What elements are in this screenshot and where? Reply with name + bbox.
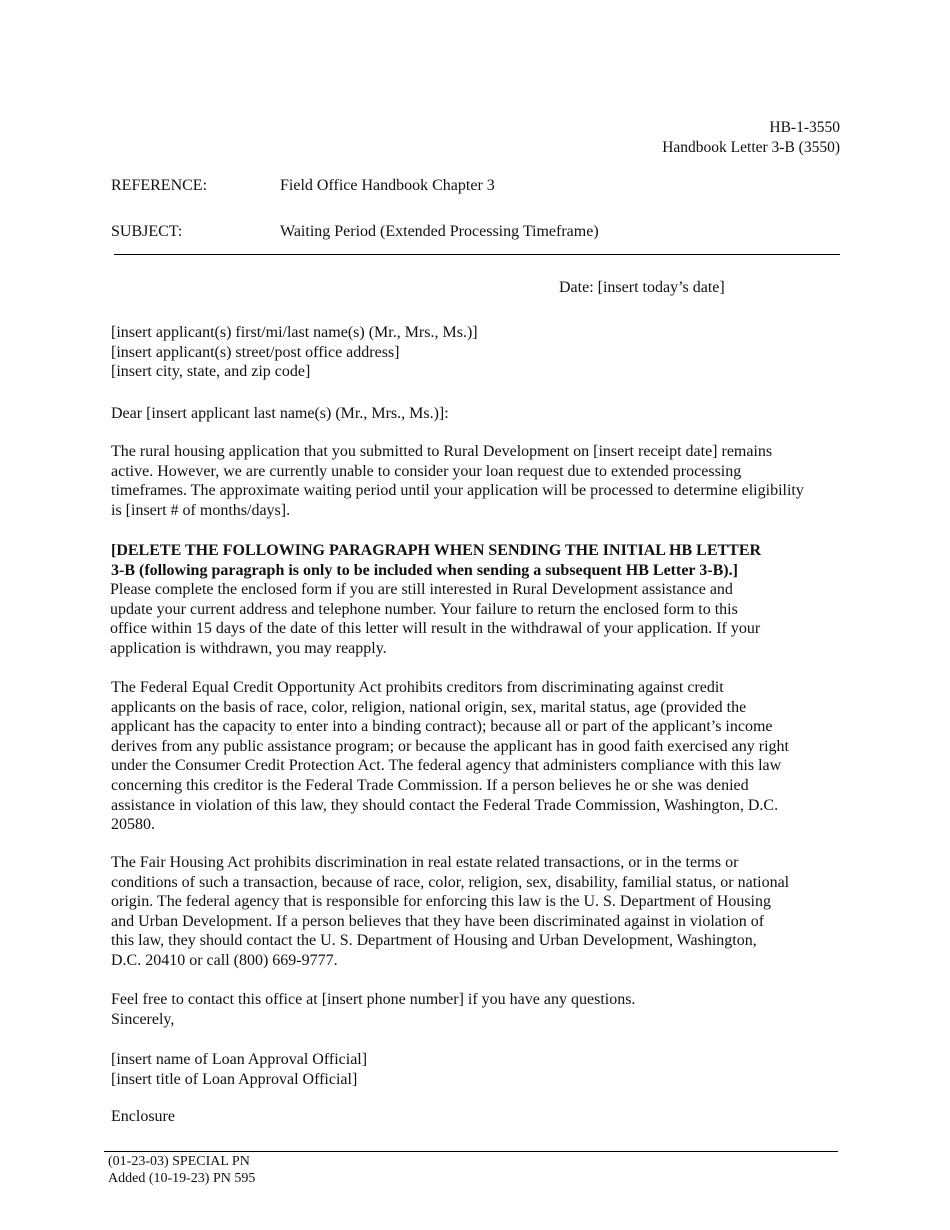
date-line: Date: [insert today’s date] xyxy=(559,279,725,296)
document-header xyxy=(662,118,840,158)
instruction-line: [DELETE THE FOLLOWING PARAGRAPH WHEN SENDING THE INITIAL HB LETTER xyxy=(111,542,762,559)
paragraph-fair-housing xyxy=(111,853,789,971)
paragraph-line: The Federal Equal Credit Opportunity Act prohibits creditors from discriminating against credit xyxy=(111,679,724,696)
paragraph-complete-form xyxy=(110,580,760,658)
address-line: [insert applicant(s) first/mi/last name(s) (Mr., Mrs., Ms.)] xyxy=(111,324,478,341)
page-footer xyxy=(108,1153,255,1187)
header-divider xyxy=(114,254,840,255)
paragraph-line: origin. The federal agency that is responsible for enforcing this law is the U. S. Department of Housing xyxy=(111,893,771,911)
instruction-line: 3-B (following paragraph is only to be included when sending a subsequent HB Letter 3-B).] xyxy=(111,561,738,579)
reference-row xyxy=(111,176,495,196)
closing-line: Feel free to contact this office at [insert phone number] if you have any questions. xyxy=(111,991,636,1008)
paragraph-application-status xyxy=(111,442,804,520)
paragraph-line: active. However, we are currently unable to consider your loan request due to extended processing xyxy=(111,462,742,480)
paragraph-line: D.C. 20410 or call (800) 669-9777. xyxy=(111,951,338,969)
footer-line: (01-23-03) SPECIAL PN xyxy=(108,1154,250,1169)
paragraph-line: conditions of such a transaction, because of race, color, religion, sex, disability, familial status, or national xyxy=(111,873,790,891)
instruction-note xyxy=(111,541,761,580)
footer-line: Added (10-19-23) PN 595 xyxy=(108,1171,256,1186)
paragraph-line: office within 15 days of the date of this letter will result in the withdrawal of your application. If your xyxy=(110,620,761,638)
paragraph-line: applicant has the capacity to enter into a binding contract); because all or part of the applicant’s income xyxy=(111,718,773,736)
letter-id: Handbook Letter 3-B (3550) xyxy=(662,139,840,156)
paragraph-line: update your current address and telephone number. Your failure to return the enclosed form to this xyxy=(110,600,738,618)
address-block xyxy=(111,323,478,382)
paragraph-line: and Urban Development. If a person believes that they have been discriminated against in violation of xyxy=(111,912,765,930)
reference-label: REFERENCE: xyxy=(111,177,208,194)
paragraph-line: assistance in violation of this law, they should contact the Federal Trade Commission, Washington, D.C. xyxy=(111,796,779,814)
closing-line: Sincerely, xyxy=(111,1010,175,1028)
reference-value: Field Office Handbook Chapter 3 xyxy=(280,177,495,194)
closing-block xyxy=(111,990,635,1029)
paragraph-line: 20580. xyxy=(111,816,155,834)
paragraph-line: The rural housing application that you submitted to Rural Development on [insert receipt date] remains xyxy=(111,443,773,460)
address-line: [insert city, state, and zip code] xyxy=(111,363,311,381)
signature-line: [insert title of Loan Approval Official] xyxy=(111,1070,358,1088)
paragraph-line: applicants on the basis of race, color, religion, national origin, sex, marital status, age (provided the xyxy=(111,698,747,716)
paragraph-line: timeframes. The approximate waiting period until your application will be processed to determine eligibility xyxy=(111,482,804,500)
paragraph-equal-credit xyxy=(111,678,789,835)
subject-value: Waiting Period (Extended Processing Timeframe) xyxy=(280,223,599,240)
paragraph-line: is [insert # of months/days]. xyxy=(111,501,291,519)
enclosure-note: Enclosure xyxy=(111,1108,175,1125)
paragraph-line: under the Consumer Credit Protection Act. The federal agency that administers compliance with this law xyxy=(111,757,782,775)
paragraph-line: concerning this creditor is the Federal Trade Commission. If a person believes he or she was denied xyxy=(111,776,749,794)
paragraph-line: derives from any public assistance program; or because the applicant has in good faith exercised any right xyxy=(111,737,789,755)
paragraph-line: Please complete the enclosed form if you are still interested in Rural Development assistance and xyxy=(110,581,733,598)
salutation: Dear [insert applicant last name(s) (Mr., Mrs., Ms.)]: xyxy=(111,405,449,422)
paragraph-line: application is withdrawn, you may reapply. xyxy=(110,639,387,657)
subject-label: SUBJECT: xyxy=(111,223,183,240)
address-line: [insert applicant(s) street/post office address] xyxy=(111,343,400,361)
subject-row xyxy=(111,222,599,242)
doc-number: HB-1-3550 xyxy=(769,119,840,136)
signature-block xyxy=(111,1050,367,1089)
footer-divider xyxy=(104,1151,838,1152)
paragraph-line: this law, they should contact the U. S. Department of Housing and Urban Development, Washington, xyxy=(111,932,757,950)
signature-line: [insert name of Loan Approval Official] xyxy=(111,1051,368,1068)
paragraph-line: The Fair Housing Act prohibits discrimination in real estate related transactions, or in the terms or xyxy=(111,854,739,871)
